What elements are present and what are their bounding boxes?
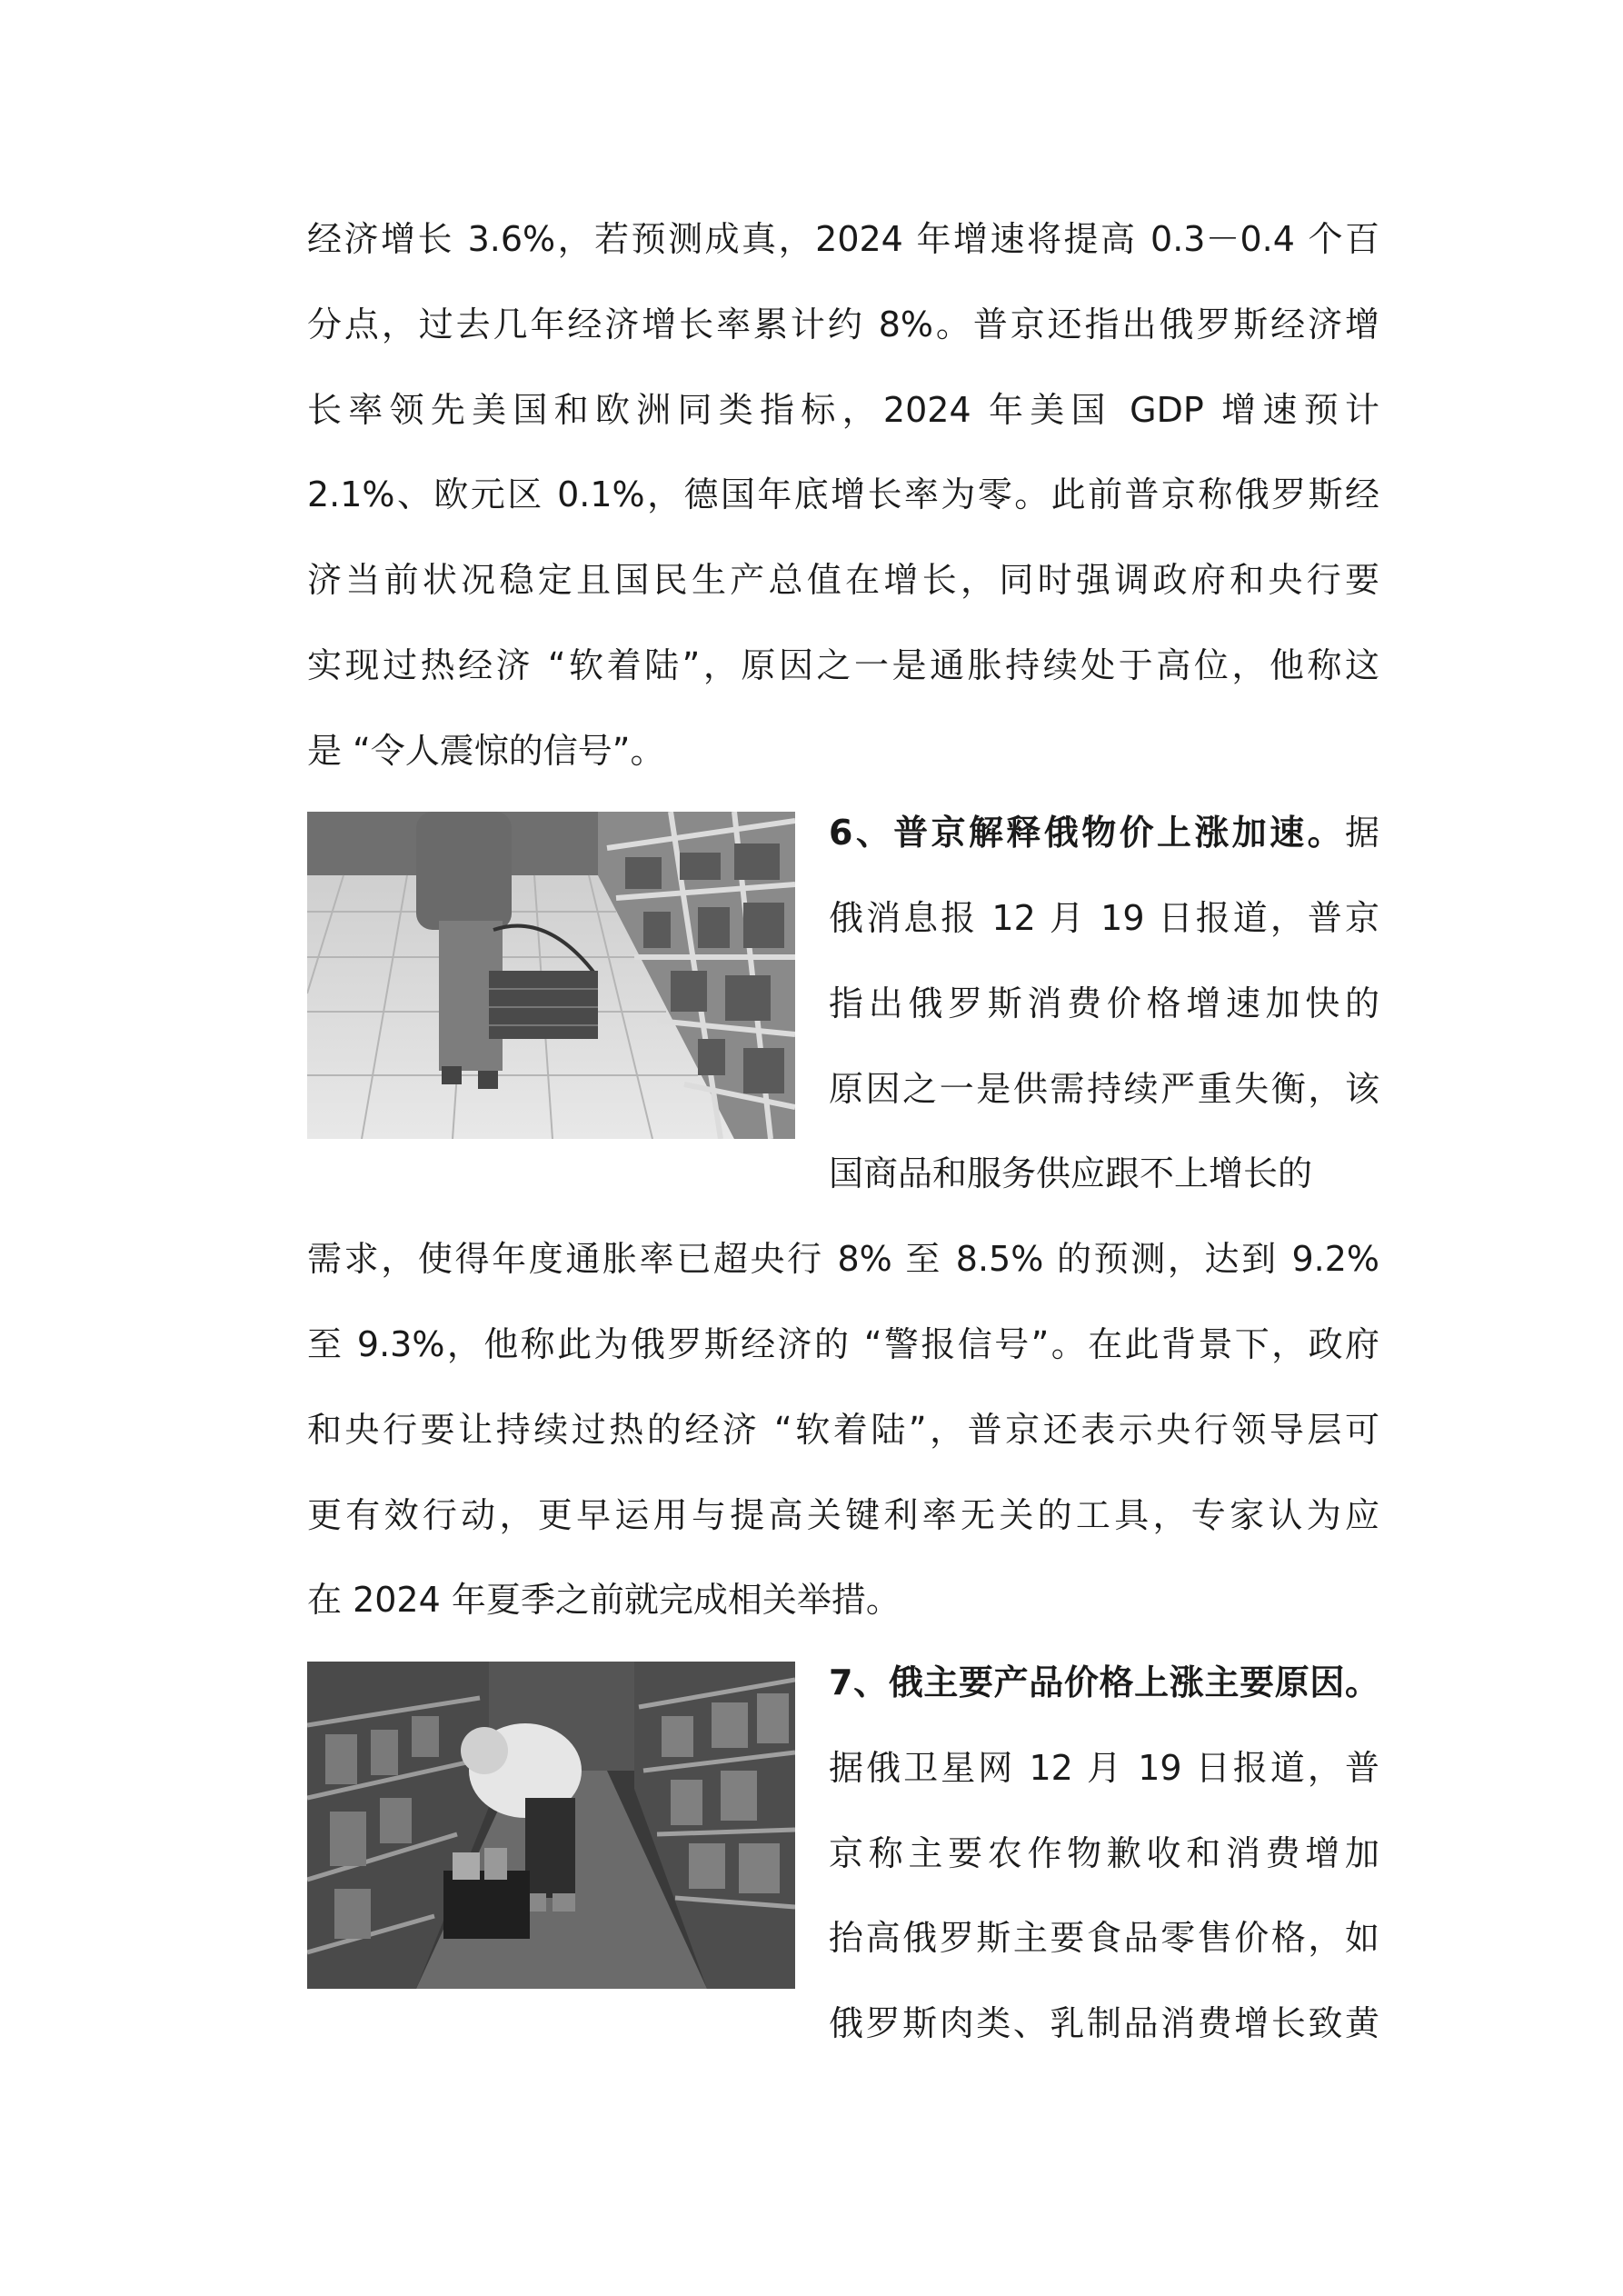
section6-side-line-3: 原因之一是供需持续严重失衡，该 [829,1069,1379,1109]
section6-heading: 6、普京解释俄物价上涨加速。 [829,813,1345,853]
section6-line-1: 需求，使得年度通胀率已超央行 8% 至 8.5% 的预测，达到 9.2% [307,1239,1379,1279]
section6-side-line-2: 指出俄罗斯消费价格增速加快的 [829,983,1379,1023]
para1-line-2: 分点，过去几年经济增长率累计约 8%。普京还指出俄罗斯经济增 [307,304,1379,344]
supermarket-basket-photo [307,812,795,1139]
section6-heading-tail: 据 [1344,813,1379,853]
para1-line-5: 济当前状况稳定且国民生产总值在增长，同时强调政府和央行要 [307,560,1379,600]
section6-line-3: 和央行要让持续过热的经济 “软着陆”，普京还表示央行领导层可 [307,1410,1379,1450]
para1-line-7: 是 “令人震惊的信号”。 [307,731,665,771]
section7-side-line-1: 据俄卫星网 12 月 19 日报道，普 [829,1748,1379,1788]
section6-side-line-1: 俄消息报 12 月 19 日报道，普京 [829,898,1379,938]
section7-side-line-4: 俄罗斯肉类、乳制品消费增长致黄 [829,2003,1379,2043]
para1-line-6: 实现过热经济 “软着陆”，原因之一是通胀持续处于高位，他称这 [307,645,1379,685]
section7-heading: 7、俄主要产品价格上涨主要原因。 [829,1662,1379,1702]
section6-side-line-4: 国商品和服务供应跟不上增长的 [829,1153,1313,1193]
section7-side-line-3: 抬高俄罗斯主要食品零售价格，如 [829,1918,1379,1958]
para1-line-3: 长率领先美国和欧洲同类指标，2024 年美国 GDP 增速预计 [307,390,1379,430]
section6-line-4: 更有效行动，更早运用与提高关键利率无关的工具，专家认为应 [307,1495,1379,1535]
para1-line-1: 经济增长 3.6%，若预测成真，2024 年增速将提高 0.3－0.4 个百 [307,219,1379,259]
section6-heading-line [829,805,1379,860]
section6-line-2: 至 9.3%，他称此为俄罗斯经济的 “警报信号”。在此背景下，政府 [307,1324,1379,1364]
para1-line-4: 2.1%、欧元区 0.1%，德国年底增长率为零。此前普京称俄罗斯经 [307,474,1379,514]
supermarket-aisle-photo [307,1662,795,1989]
section7-side-line-2: 京称主要农作物歉收和消费增加 [829,1833,1379,1873]
section6-line-5: 在 2024 年夏季之前就完成相关举措。 [307,1580,901,1620]
